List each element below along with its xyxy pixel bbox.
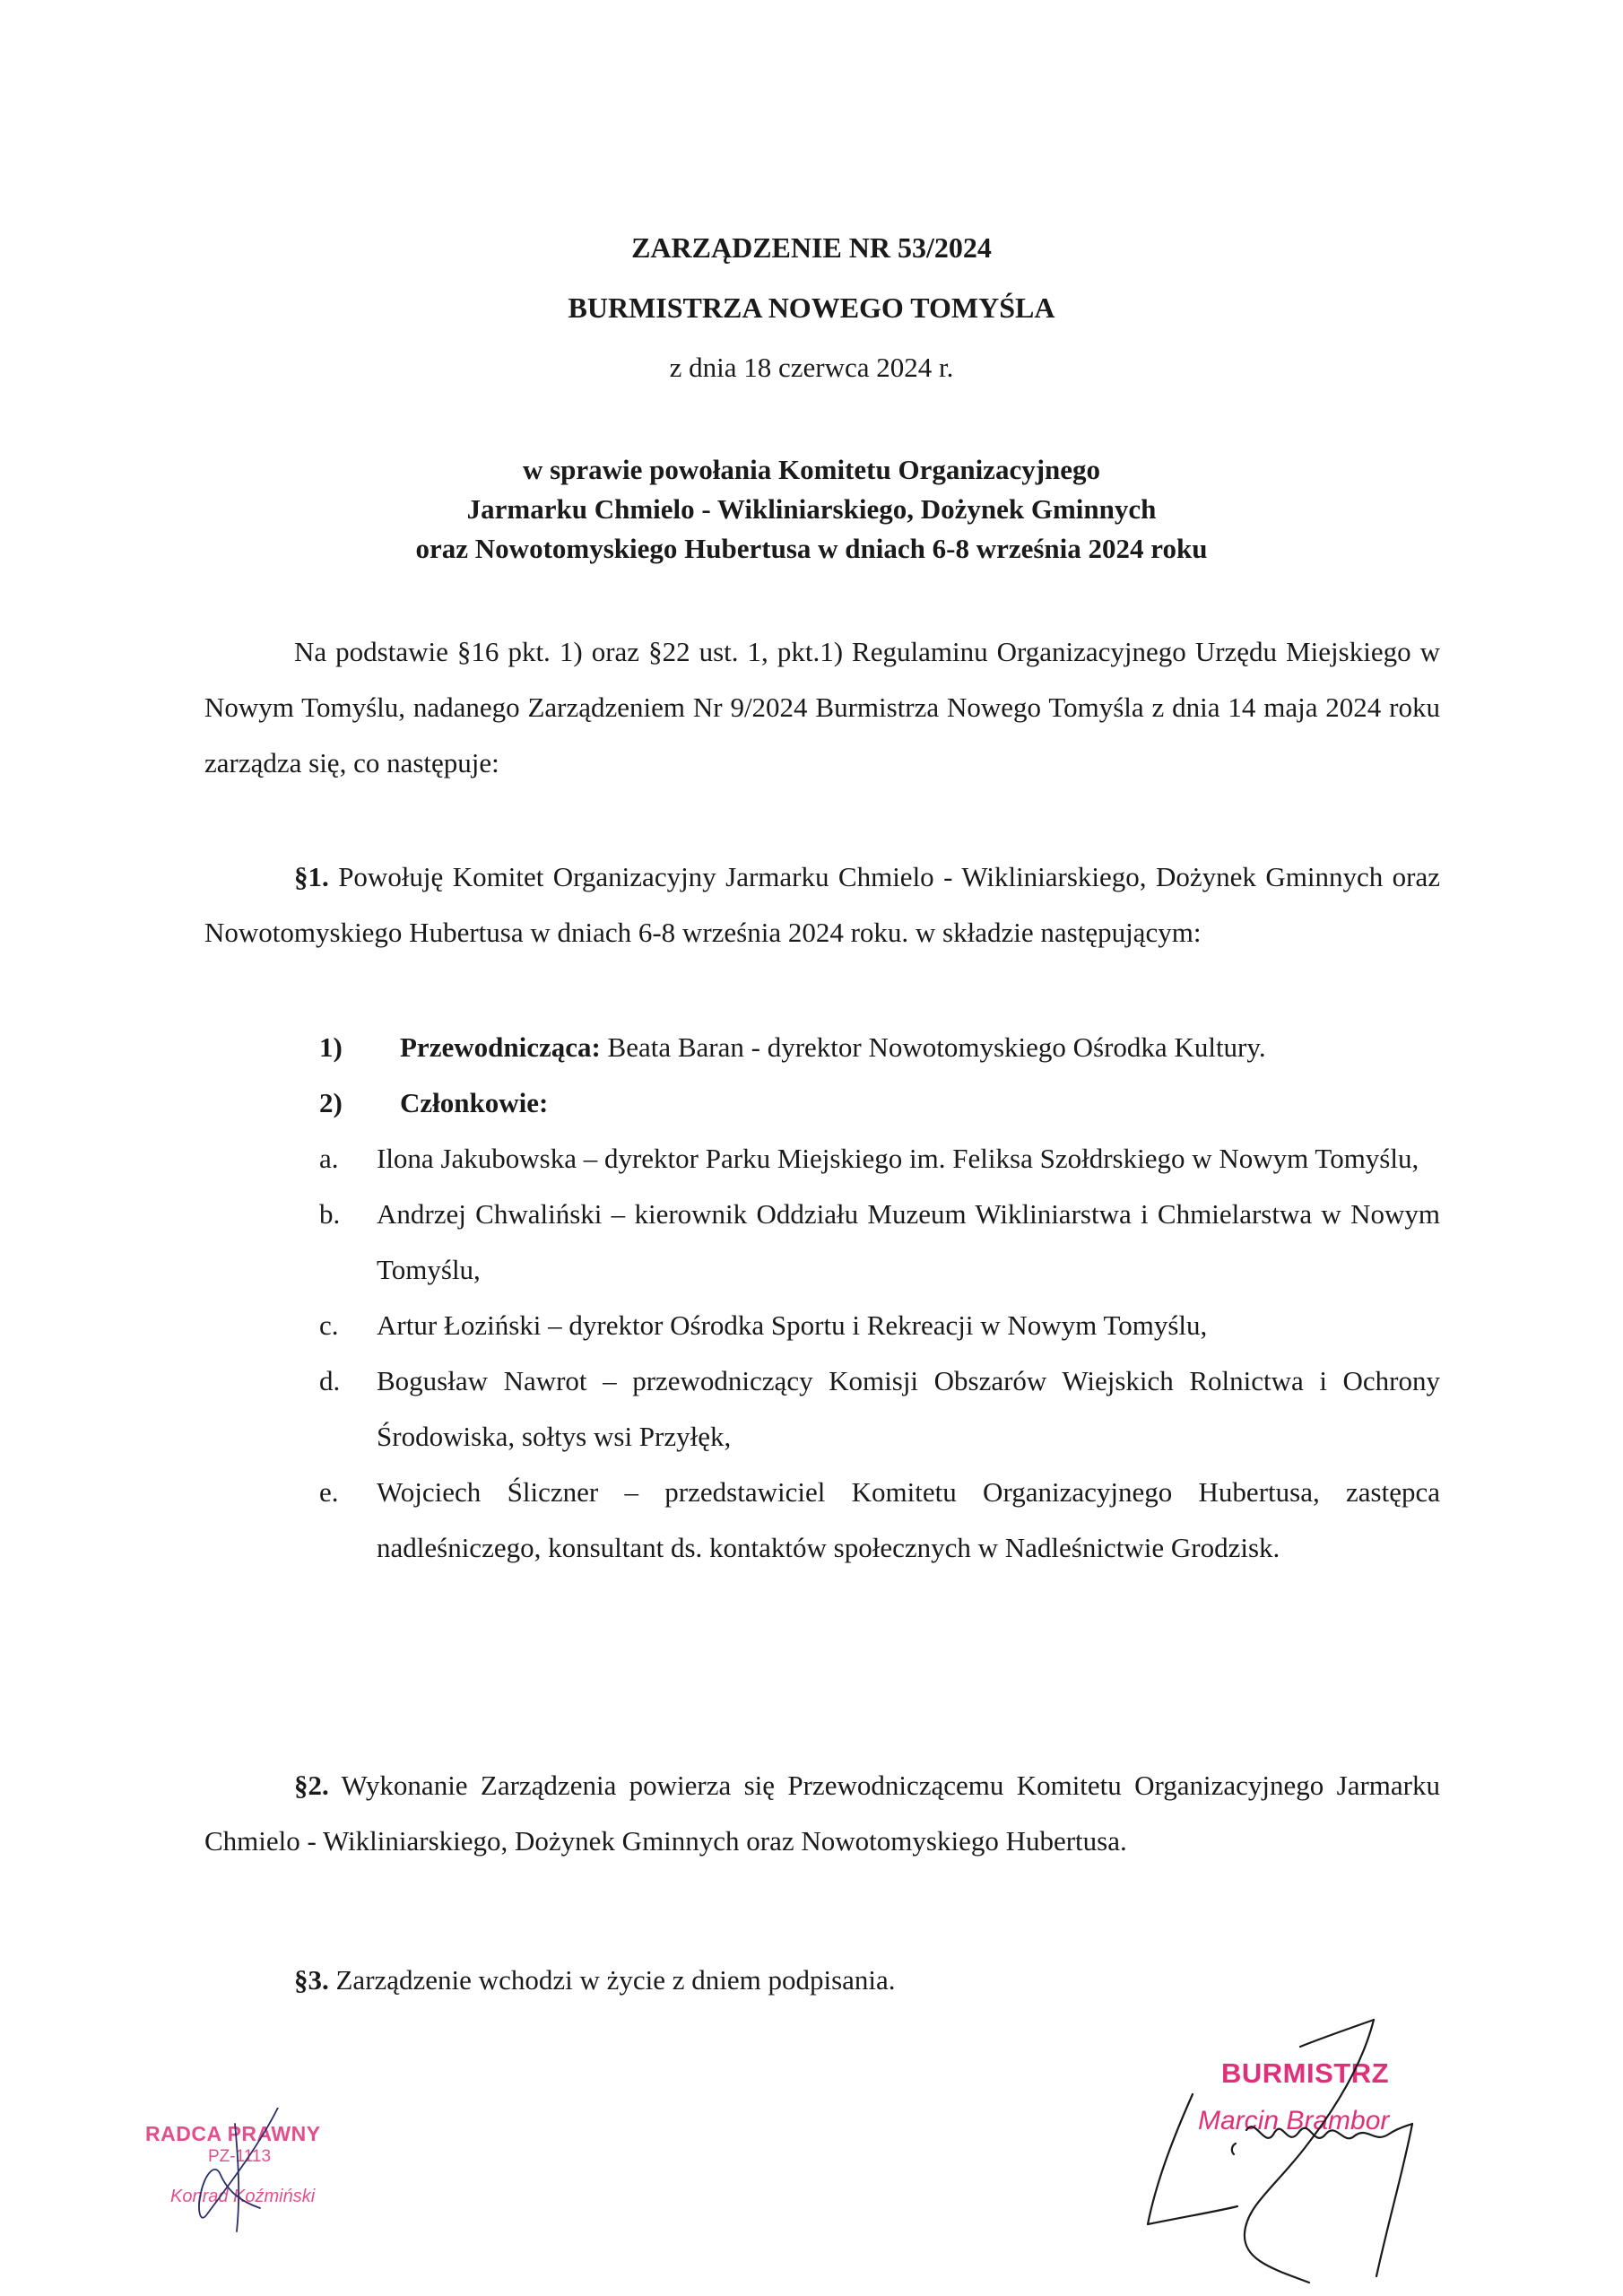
members-number: 2) — [319, 1087, 343, 1118]
section-1-text: Powołuję Komitet Organizacyjny Jarmarku Chmielo - Wikliniarskiego, Dożynek Gminnych oraz Nowotomyskiego Hubertusa w dniach 6-8 września 2024 roku. w składzie następującym: — [204, 861, 1440, 948]
member-item — [204, 1131, 1440, 1187]
member-letter: e. — [319, 1476, 339, 1508]
subject-line: w sprawie powołania Komitetu Organizacyjnego — [522, 454, 1101, 485]
members-label: Członkowie: — [400, 1087, 549, 1118]
member-item — [204, 1187, 1440, 1298]
section-1-paragraph — [204, 849, 1440, 961]
legal-counsel-stamp-id: PZ-1113 — [208, 2147, 272, 2166]
document-date: z dnia 18 czerwca 2024 r. — [669, 352, 954, 383]
member-letter: c. — [319, 1309, 339, 1341]
document-subject — [0, 450, 1623, 569]
member-text: Artur Łoziński – dyrektor Ośrodka Sportu i Rekreacji w Nowym Tomyślu, — [377, 1309, 1208, 1341]
member-item — [204, 1298, 1440, 1353]
member-text: Andrzej Chwaliński – kierownik Oddziału Muzeum Wikliniarstwa i Chmielarstwa w Nowym Tomyślu, — [377, 1198, 1440, 1285]
section-2-text: Wykonanie Zarządzenia powierza się Przewodniczącemu Komitetu Organizacyjnego Jarmarku Chmielo - Wikliniarskiego, Dożynek Gminnych oraz Nowotomyskiego Hubertusa. — [204, 1770, 1440, 1857]
member-letter: b. — [319, 1198, 341, 1230]
legal-counsel-stamp-title: RADCA PRAWNY — [145, 2122, 321, 2145]
chair-text: Beata Baran - dyrektor Nowotomyskiego Ośrodka Kultury. — [607, 1031, 1266, 1063]
section-3-paragraph — [204, 1952, 1440, 2008]
legal-basis-paragraph — [204, 624, 1440, 791]
subject-line: Jarmarku Chmielo - Wikliniarskiego, Dożynek Gminnych — [466, 493, 1157, 525]
section-1-marker: §1. — [294, 861, 329, 892]
mayor-stamp-name: Marcin Brambor — [1198, 2106, 1390, 2135]
member-text: Ilona Jakubowska – dyrektor Parku Miejskiego im. Feliksa Szołdrskiego w Nowym Tomyślu, — [377, 1143, 1419, 1174]
document-title: ZARZĄDZENIE NR 53/2024 — [631, 231, 992, 264]
subject-line: oraz Nowotomyskiego Hubertusa w dniach 6-8 września 2024 roku — [415, 533, 1208, 564]
members-list — [204, 1131, 1440, 1576]
members-heading-item — [204, 1075, 1440, 1131]
section-2-marker: §2. — [294, 1770, 329, 1801]
mayor-signature-icon — [1139, 1991, 1497, 2296]
member-text: Wojciech Śliczner – przedstawiciel Komitetu Organizacyjnego Hubertusa, zastępca nadleśniczego, konsultant ds. kontaktów społecznych w Nadleśnictwie Grodzisk. — [377, 1476, 1440, 1563]
member-item — [204, 1353, 1440, 1465]
mayor-stamp-title: BURMISTRZ — [1221, 2057, 1390, 2089]
member-letter: a. — [319, 1143, 339, 1174]
legal-counsel-stamp-name: Konrad Koźmiński — [170, 2187, 316, 2206]
chair-label: Przewodnicząca: — [400, 1031, 601, 1063]
section-3-marker: §3. — [294, 1964, 329, 1996]
member-item — [204, 1465, 1440, 1576]
committee-roles-list — [204, 1020, 1440, 1131]
section-2-paragraph — [204, 1758, 1440, 1869]
member-text: Bogusław Nawrot – przewodniczący Komisji Obszarów Wiejskich Rolnictwa i Ochrony Środowiska, sołtys wsi Przyłęk, — [377, 1365, 1440, 1452]
chair-item — [204, 1020, 1440, 1075]
document-issuer: BURMISTRZA NOWEGO TOMYŚLA — [568, 291, 1055, 324]
legal-basis-text: Na podstawie §16 pkt. 1) oraz §22 ust. 1, pkt.1) Regulaminu Organizacyjnego Urzędu Miejskiego w Nowym Tomyślu, nadanego Zarządzeniem Nr 9/2024 Burmistrza Nowego Tomyśla z dnia 14 maja 2024 roku zarządza się, co następuje: — [204, 636, 1440, 778]
member-letter: d. — [319, 1365, 341, 1396]
chair-number: 1) — [319, 1031, 343, 1063]
section-3-text: Zarządzenie wchodzi w życie z dniem podpisania. — [335, 1964, 896, 1996]
